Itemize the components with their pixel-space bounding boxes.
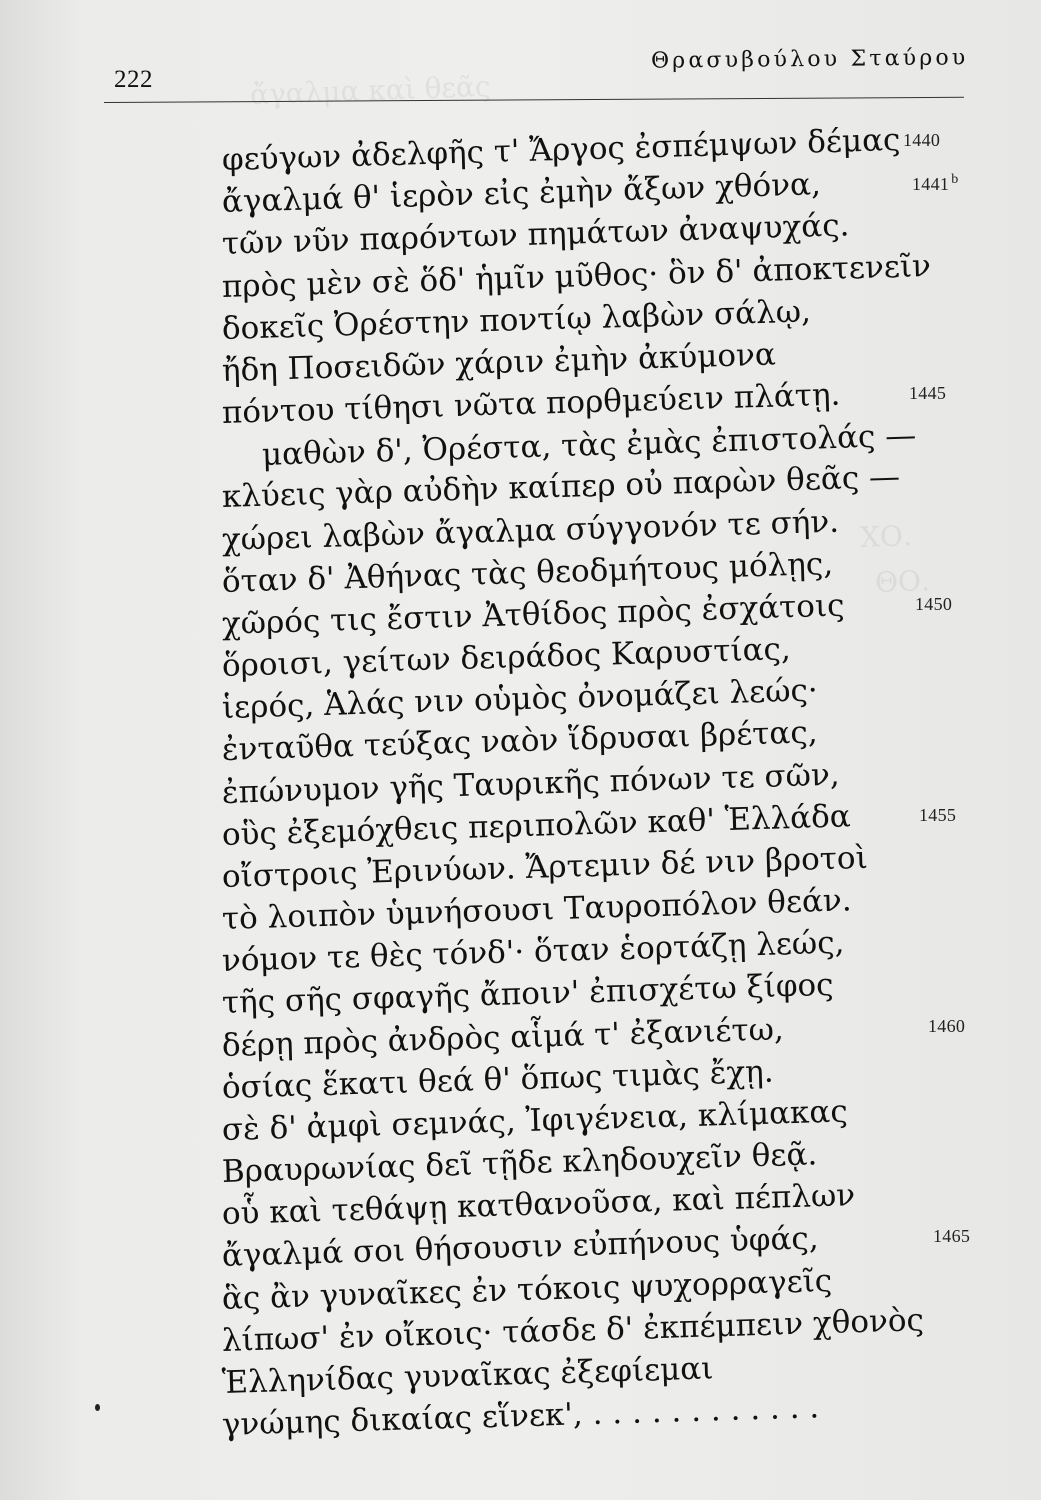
verse-line: ἤδη Ποσειδῶν χάριν ἐμὴν ἀκύμονα (221, 336, 777, 389)
verse-line: φεύγων ἀδελφῆς τ' Ἄργος ἐσπέμψων δέμας (221, 121, 901, 178)
verse-line: γνώμης δικαίας εἵνεκ', . . . . . . . . . . . . (221, 1389, 820, 1443)
verse-line: ἱερός, Ἁλάς νιν οὑμὸς ὀνομάζει λεώς· (221, 672, 819, 726)
line-number (912, 172, 959, 195)
verse-line: ἐνταῦθα τεύξας ναὸν ἵδρυσαι βρέτας, (221, 714, 819, 768)
verse-line: ἐπώνυμον γῆς Ταυρικῆς πόνων τε σῶν, (221, 756, 841, 811)
line-number: 1455 (919, 805, 957, 825)
verse-line: νόμον τε θὲς τόνδ'· ὅταν ἑορτάζῃ λεώς, (221, 924, 845, 979)
verse-line: πόντου τίθησι νῶτα πορθμεύειν πλάτῃ. (221, 376, 841, 431)
line-number-suffix: b (951, 172, 959, 187)
line-number: 1465 (933, 1226, 971, 1246)
verse-line: ἄγαλμά θ' ἱερὸν εἰς ἐμὴν ἄξων χθόνα, (221, 166, 822, 220)
verse-line: δοκεῖς Ὀρέστην ποντίῳ λαβὼν σάλῳ, (221, 293, 812, 347)
verse-line: κλύεις γὰρ αὐδὴν καίπερ οὐ παρὼν θεᾶς — (221, 458, 901, 515)
running-head: Θρασυβούλου Σταύρου (650, 45, 969, 74)
line-number-value: 1441 (912, 174, 950, 194)
page-number: 222 (114, 66, 153, 93)
verse-line: τῆς σῆς σφαγῆς ἄποιν' ἐπισχέτω ξίφος (221, 966, 835, 1021)
verse-line: τὸ λοιπὸν ὑμνήσουσι Ταυροπόλον θεάν. (221, 882, 853, 937)
verse-line: χῶρός τις ἔστιν Ἀτθίδος πρὸς ἐσχάτοις (221, 587, 845, 642)
verse-line: σὲ δ' ἀμφὶ σεμνάς, Ἰφιγένεια, κλίμακας (221, 1093, 849, 1148)
verse-line: οὗ καὶ τεθάψῃ κατθανοῦσα, καὶ πέπλων (221, 1177, 856, 1232)
verse-line: λίπωσ' ἐν οἴκοις· τάσδε δ' ἐκπέμπειν χθονὸς (221, 1302, 925, 1359)
verse-line: δέρῃ πρὸς ἀνδρὸς αἷμά τ' ἐξανιέτω, (221, 1011, 785, 1064)
verse-line: τῶν νῦν παρόντων πημάτων ἀναψυχάς. (221, 207, 850, 262)
line-number: 1445 (909, 383, 947, 403)
ink-mark (95, 1404, 100, 1411)
line-number: 1450 (915, 594, 953, 614)
verse-line: ὁσίας ἕκατι θεά θ' ὅπως τιμὰς ἔχῃ. (221, 1053, 775, 1106)
verse-line: μαθὼν δ', Ὀρέστα, τὰς ἐμὰς ἐπιστολάς — (261, 417, 917, 473)
verse-line: Ἑλληνίδας γυναῖκας ἐξεφίεμαι (221, 1350, 714, 1401)
line-number: 1460 (928, 1016, 966, 1036)
verse-line: οὓς ἐξεμόχθεις περιπολῶν καθ' Ἑλλάδα (221, 798, 852, 853)
verse-line: ἃς ἂν γυναῖκες ἐν τόκοις ψυχορραγεῖς (221, 1262, 833, 1317)
verse-line: πρὸς μὲν σὲ ὅδ' ἡμῖν μῦθος· ὃν δ' ἀποκτενεῖν (221, 247, 932, 305)
verse-line: Βραυρωνίας δεῖ τῇδε κληδουχεῖν θεᾷ. (221, 1136, 818, 1190)
line-number: 1440 (903, 130, 941, 150)
bleed-through-text: ΘΟ. (874, 564, 931, 599)
verse-line: ἄγαλμά σοι θήσουσιν εὐπήνους ὑφάς, (221, 1220, 820, 1274)
verse-line: χώρει λαβὼν ἄγαλμα σύγγονόν τε σήν. (221, 503, 840, 558)
verse-line: ὅταν δ' Ἀθήνας τὰς θεοδμήτους μόλῃς, (221, 545, 834, 600)
bleed-through-text: ἄγαλμα καὶ θεᾶς (249, 69, 492, 112)
bleed-through-text: ΧΟ. (859, 519, 913, 554)
verse-line: ὅροισι, γείτων δειράδος Καρυστίας, (221, 631, 792, 684)
verse-line: οἴστροις Ἐρινύων. Ἄρτεμιν δέ νιν βροτοὶ (221, 839, 869, 895)
